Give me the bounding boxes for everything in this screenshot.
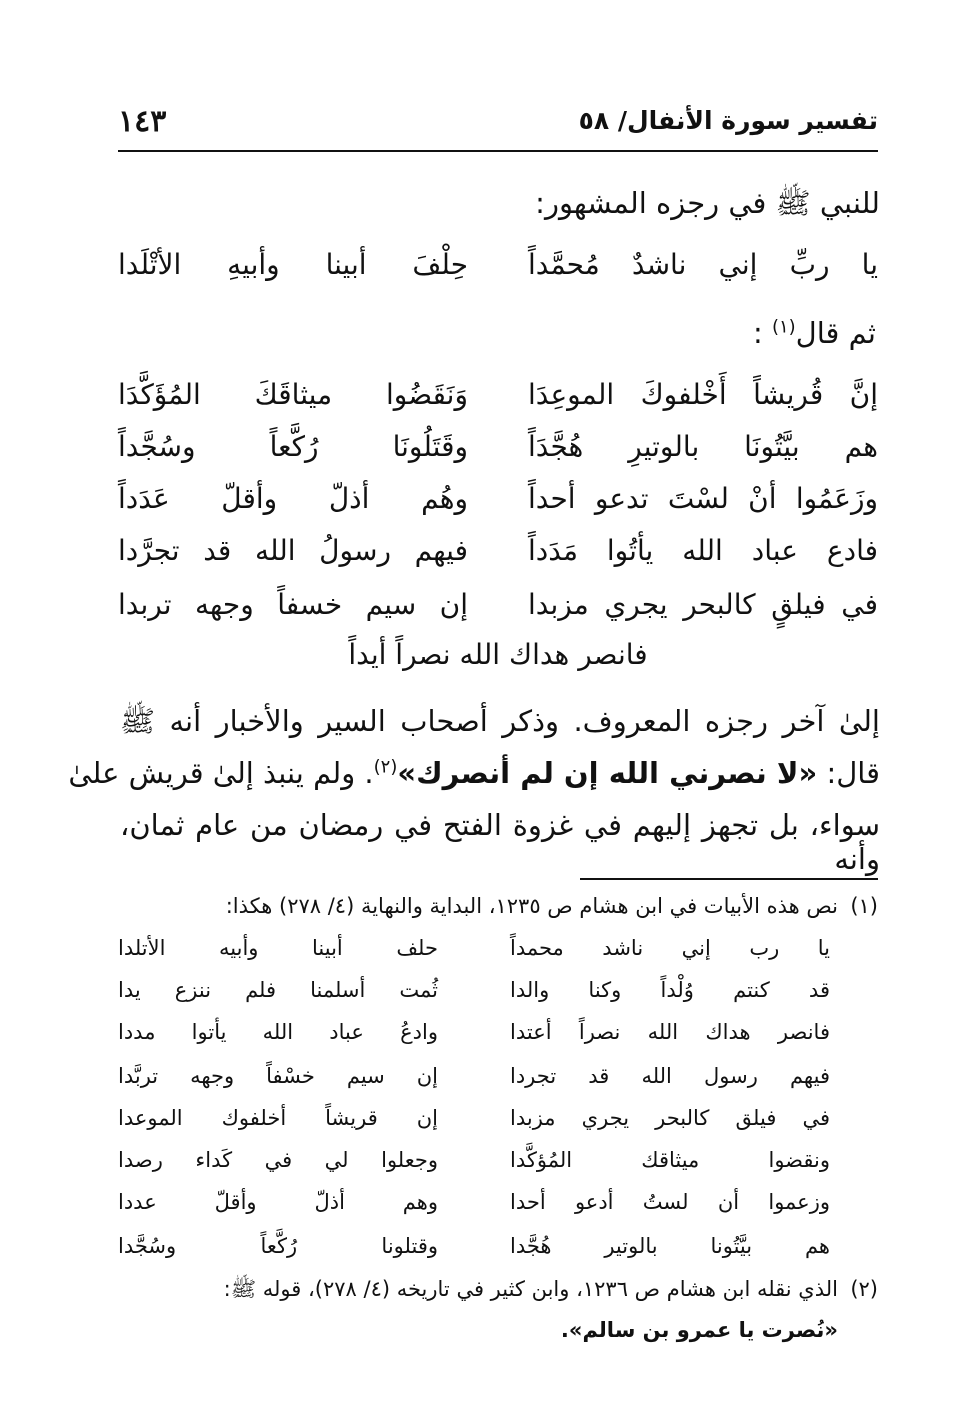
footnote-verse [118,1020,830,1056]
then-said-colon: : [752,316,763,350]
footnote-1-marker: (١) [850,894,878,918]
footnote-2-quote: «نُصرت يا عمرو بن سالم». [560,1318,838,1342]
prose-line-1: إلىٰ آخر رجزه المعروف. وذكر أصحاب السير والأخبار أنه ﷺ [120,704,880,738]
verse-first-hemistich: إنَّ قُريشاً أَخْلفوكَ الموعِدَا [528,378,878,411]
verse-second-hemistich: وقَتَلُونَا رُكَّعاً وسُجَّداً [118,430,468,463]
intro-line: للنبي ﷺ في رجزه المشهور: [535,186,880,220]
poem-verse-4 [118,534,878,582]
prose-line-2 [68,756,880,790]
header-title: تفسير سورة الأنفال/ ٥٨ [578,106,878,135]
prose-said: قال: [826,756,880,790]
page-number: ١٤٣ [118,104,167,139]
footnote-1-text: نص هذه الأبيات في ابن هشام ص ١٢٣٥، البداية والنهاية (٤/ ٢٧٨) هكذا: [225,894,838,918]
footnote-second-hemistich: وجعلوا لي في كَداء رصدا [118,1148,438,1172]
header-divider [118,150,878,152]
footnote-first-hemistich: فيهم رسول الله قد تجردا [510,1064,830,1088]
prose-line-3: سواء، بل تجهز إليهم في غزوة الفتح في رمضان من عام ثمان، وأنه [120,808,880,876]
footnote-ref-1: (١) [771,316,796,338]
footnote-verse [118,1148,830,1184]
poem-verse-1 [118,378,878,426]
verse-second-hemistich: وهُم أذلّ وأقلّ عَدَداً [118,482,468,515]
verse-second-hemistich: إن سيم خسفاً وجهه تربدا [118,588,468,621]
poem-final-verse: فانصر هداك الله نصراً أيداً [348,638,648,671]
prose-continuation: . ولم ينبذ إلىٰ قريش علىٰ [68,756,374,790]
footnote-verse [118,936,830,972]
footnote-second-hemistich: وهم أذلّ وأقلّ عددا [118,1190,438,1214]
footnote-2-marker: (٢) [850,1277,878,1301]
footnote-first-hemistich: في فيلق كالبحر يجري مزبدا [510,1106,830,1130]
footnote-first-hemistich: وزعموا أن لستُ أدعو أحدا [510,1190,830,1214]
footnote-second-hemistich: وقتلونا رُكَّعاً وسُجَّدا [118,1234,438,1258]
footnote-first-hemistich: قد كنتم وُلْداً وكنا والدا [510,978,830,1002]
footnote-second-hemistich: وادعُ عباد الله يأتوا مددا [118,1020,438,1044]
footnote-second-hemistich: إن قريشاً أخلفوك الموعدا [118,1106,438,1130]
footnote-second-hemistich: ثُمت أسلمنا فلم ننزع يدا [118,978,438,1002]
verse-first-hemistich: يا ربِّ إني ناشدٌ مُحمَّداً [528,248,878,281]
footnote-1 [118,894,878,918]
footnote-2-text: الذي نقله ابن هشام ص ١٢٣٦، وابن كثير في تاريخه (٤/ ٢٧٨)، قوله ﷺ: [223,1277,838,1301]
footnote-second-hemistich: حلف أبينا وأبيه الأتلدا [118,936,438,960]
footnote-first-hemistich: فانصر هداك الله نصراً أعتدا [510,1020,830,1044]
footnote-verse [118,1106,830,1142]
verse-first-hemistich: هم بيَّتُونَا بالوتيرِ هُجَّدَاً [528,430,878,463]
footnote-first-hemistich: ونقضوا ميثاقك المُؤكَّدا [510,1148,830,1172]
verse-second-hemistich: وَنَقَضُوا ميثاقَكَ المُؤَكَّدَا [118,378,468,411]
footnote-second-hemistich: إن سيم خسْفاً وجهه تربَّدا [118,1064,438,1088]
footnote-verse [118,1190,830,1226]
footnote-first-hemistich: يا رب إني ناشد محمداً [510,936,830,960]
running-head [118,104,878,150]
prophet-quote: «لا نصرني الله إن لم أنصرك» [397,756,818,790]
poem-verse-2 [118,430,878,478]
poem-verse-3 [118,482,878,530]
verse-line [118,248,878,296]
verse-first-hemistich: فادع عباد الله يأتُوا مَدَداً [528,534,878,567]
footnote-divider [580,878,878,880]
footnote-verse [118,1234,830,1270]
poem-verse-5 [118,588,878,636]
verse-second-hemistich: فيهم رسولُ الله قد تجرَّدا [118,534,468,567]
footnote-2 [118,1276,878,1307]
footnote-verse [118,978,830,1014]
verse-first-hemistich: في فيلقٍ كالبحر يجري مزبدا [528,588,878,621]
footnote-verse [118,1064,830,1100]
then-said-line [116,316,876,350]
footnote-first-hemistich: هم بيَّتُونا بالوتير هُجَّدا [510,1234,830,1258]
then-said-text: ثم قال [795,316,876,350]
footnote-ref-2: (٢) [373,756,398,778]
verse-second-hemistich: حِلْفَ أبينا وأبيهِ الأتْلَدا [118,248,468,281]
verse-first-hemistich: وزَعَمُوا أنْ لسْتَ تدعو أحداً [528,482,878,515]
